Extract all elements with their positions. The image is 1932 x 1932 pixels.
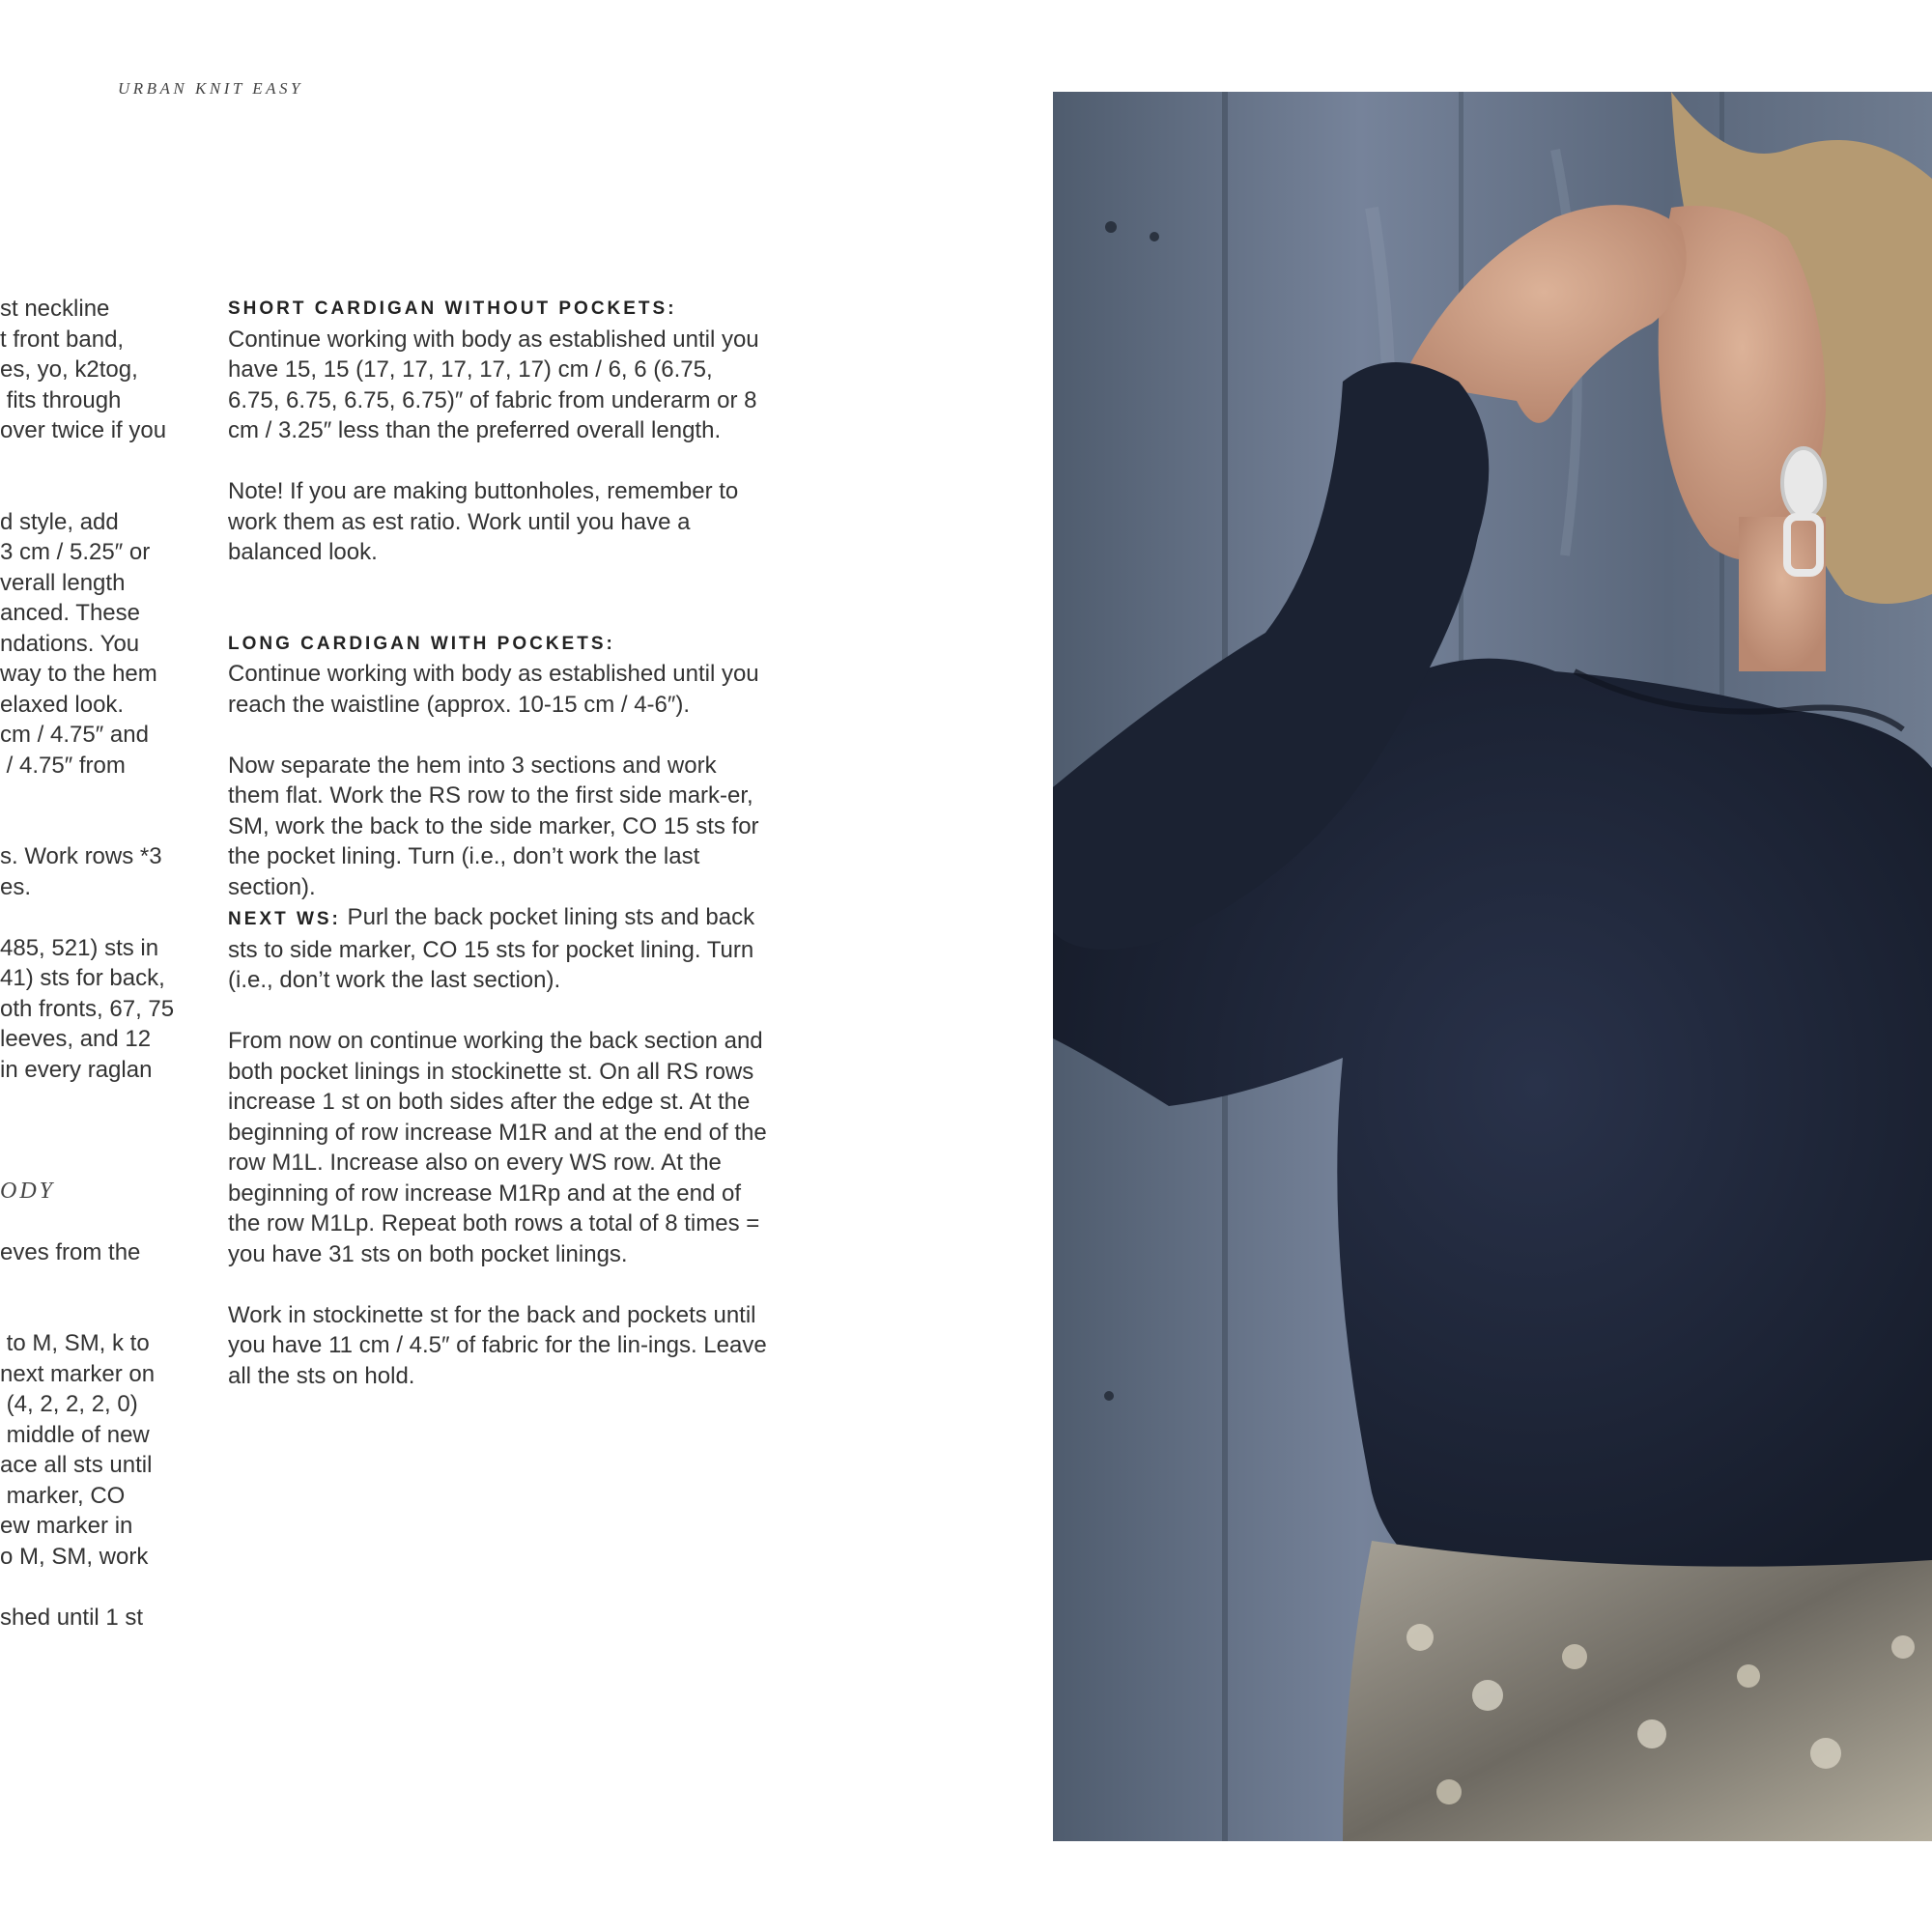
left-column-line: to M, SM, k to: [0, 1330, 150, 1356]
left-column-line: o M, SM, work: [0, 1543, 149, 1570]
next-ws-label: NEXT WS:: [228, 909, 341, 929]
short-cardigan-heading: SHORT CARDIGAN WITHOUT POCKETS:: [228, 298, 677, 319]
left-column-line: elaxed look.: [0, 691, 125, 718]
left-column-line: ace all sts until: [0, 1452, 153, 1478]
left-column-line: / 4.75″ from: [0, 752, 126, 779]
left-column-line: ndations. You: [0, 630, 140, 657]
left-column-line: d style, add: [0, 508, 119, 535]
short-cardigan-body: Continue working with body as established until you have 15, 15 (17, 17, 17, 17, 17) cm / 6, 6 (6.75, 6.75, 6.75, 6.75, 6.75)″ of fabric from underarm or 8 cm / 3.25″ less than the preferred overall length.: [228, 326, 759, 443]
left-column-line: verall length: [0, 569, 126, 596]
left-column-line: t front band,: [0, 326, 125, 353]
left-column-line: leeves, and 12: [0, 1026, 152, 1052]
next-ws-body: Purl the back pocket lining sts and back sts to side marker, CO 15 sts for pocket lining. Turn (i.e., don’t work the last section).: [228, 904, 755, 993]
left-column-line: anced. These: [0, 600, 140, 626]
stockinette-paragraph: Work in stockinette st for the back and pockets until you have 11 cm / 4.5″ of fabric for the lin-ings. Leave all the sts on hold.: [228, 1301, 767, 1389]
left-column-line: oth fronts, 67, 75: [0, 995, 175, 1022]
left-column-line: fits through: [0, 386, 122, 413]
left-column-line: over twice if you: [0, 417, 167, 443]
left-column-line: 485, 521) sts in: [0, 934, 159, 961]
pocket-lining-paragraph: From now on continue working the back section and both pocket linings in stockinette st. On all RS rows increase 1 st on both sides after the edge st. At the beginning of row increase M1R and at the end of the row M1L. Increase also on every WS row. At the beginning of row increase M1Rp and at the end of the row M1Lp. Repeat both rows a total of 8 times = you have 31 sts on both pocket linings.: [228, 1028, 767, 1267]
separate-hem-paragraph: Now separate the hem into 3 sections and work them flat. Work the RS row to the first side mark-er, SM, work the back to the side marker, CO 15 sts for the pocket lining. Turn (i.e., don’t work the last section).: [228, 752, 759, 900]
long-cardigan-heading: LONG CARDIGAN WITH POCKETS:: [228, 633, 615, 654]
neck: [1739, 517, 1826, 671]
running-head: URBAN KNIT EASY: [118, 79, 303, 98]
left-column-line: 41) sts for back,: [0, 965, 165, 991]
left-column-line: eves from the: [0, 1238, 141, 1265]
left-column-line: marker, CO: [0, 1482, 126, 1509]
left-column-line: [0, 1146, 184, 1177]
main-column-text: [228, 294, 769, 1391]
left-column-line: ODY: [0, 1178, 56, 1204]
left-column-line: ew marker in: [0, 1513, 133, 1539]
left-column-line: [0, 1267, 184, 1298]
left-column-line: cm / 4.75″ and: [0, 722, 149, 748]
buttonhole-note: Note! If you are making buttonholes, remember to work them as est ratio. Work until you have a balanced look.: [228, 478, 739, 565]
earring: [1782, 448, 1825, 518]
left-column-text: [0, 294, 184, 1633]
left-column-line: [0, 902, 184, 933]
left-column-line: es, yo, k2tog,: [0, 356, 138, 383]
long-cardigan-body: Continue working with body as established until you reach the waistline (approx. 10-15 cm / 4-6″).: [228, 661, 759, 718]
left-column-line: [0, 811, 184, 842]
next-ws-paragraph: [228, 902, 769, 996]
photo-illustration: [1053, 92, 1932, 1841]
left-column-line: s. Work rows *3: [0, 843, 162, 869]
left-column-line: [0, 1085, 184, 1116]
left-column-line: [0, 1207, 184, 1237]
left-column-line: [0, 1298, 184, 1329]
left-column-line: es.: [0, 873, 32, 900]
left-column-line: next marker on: [0, 1360, 156, 1387]
left-column-line: [0, 446, 184, 477]
left-column-line: middle of new: [0, 1421, 150, 1448]
left-column-line: way to the hem: [0, 661, 157, 687]
left-column-line: [0, 1572, 184, 1603]
left-column-line: shed until 1 st: [0, 1604, 144, 1631]
sequin-skirt: [1343, 1541, 1932, 1841]
left-column-line: in every raglan: [0, 1056, 153, 1083]
left-column-line: 3 cm / 5.25″ or: [0, 539, 151, 565]
left-column-line: (4, 2, 2, 2, 0): [0, 1391, 138, 1417]
fashion-photo: [1053, 92, 1932, 1841]
left-column-line: [0, 781, 184, 811]
left-column-line: st neckline: [0, 296, 110, 322]
left-column-line: [0, 1116, 184, 1147]
left-column-line: [0, 476, 184, 507]
